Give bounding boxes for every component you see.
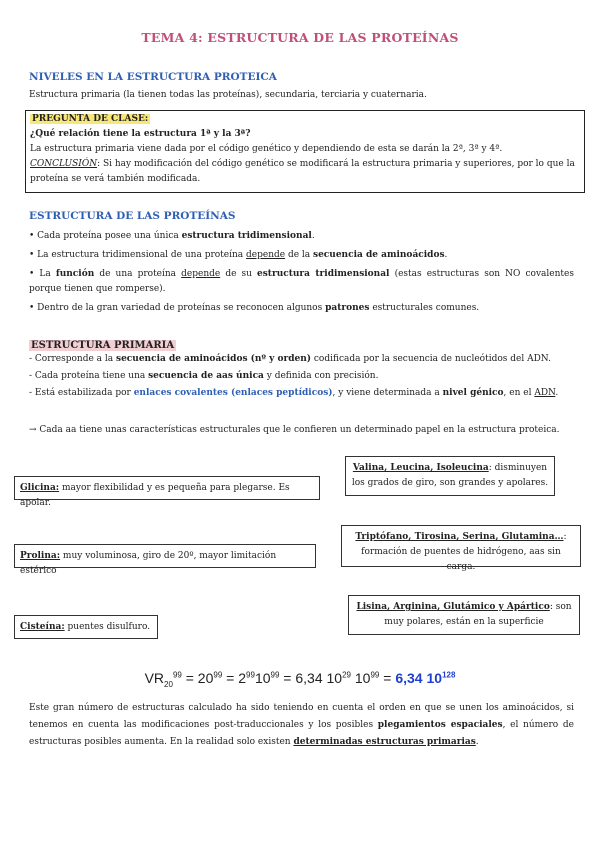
pregunta-box [25, 110, 585, 193]
primaria-heading: ESTRUCTURA PRIMARIA [31, 340, 175, 351]
variations-formula: $VR_{20}^{99} = 20^{99} = 2^{99}10^{99} = 6,34$ $10^{29}$ $10^{99} = 6,34$ $10^{128}$ [144, 670, 456, 689]
formula-result: 6,34 $10^{128}$ [395, 670, 456, 686]
estructura-bullet-1: • Cada proteína posee una única estructura tridimensional. [29, 231, 315, 241]
cisteina-box [14, 615, 158, 639]
valina-box [345, 456, 555, 496]
page-title: TEMA 4: ESTRUCTURA DE LAS PROTEÍNAS [141, 30, 459, 45]
niveles-heading: NIVELES EN LA ESTRUCTURA PROTEICA [29, 71, 277, 83]
lisina-box [348, 595, 580, 635]
triptofano-text: : formación de puentes de hidrógeno, aas sin carga. [361, 532, 567, 572]
pregunta-conclusion: CONCLUSIÓN: Si hay modificación del código genético se modificará la estructura primaria y superiores, por lo que la proteína se verá también modificada. [30, 159, 575, 184]
niveles-text: Estructura primaria (la tienen todas las proteínas), secundaria, terciaria y cuaternaria. [29, 90, 427, 100]
triptofano-box [341, 525, 581, 572]
lisina-name: Lisina, Arginina, Glutámico y Apártico [356, 602, 550, 612]
pregunta-question: ¿Qué relación tiene la estructura 1ª y la 3ª? [30, 129, 251, 139]
primaria-list [29, 352, 574, 401]
estructura-bullet-2: • La estructura tridimensional de una proteína depende de la secuencia de aminoácidos. [29, 250, 448, 260]
primaria-line-2: - Cada proteína tiene una secuencia de aas única y definida con precisión. [29, 371, 379, 381]
estructura-bullet-3: • La función de una proteína depende de su estructura tridimensional (estas estructuras son NO covalentes porque tienen que romperse). [29, 269, 574, 294]
valina-text: : disminuyen los grados de giro, son grandes y apolares. [351, 463, 549, 488]
glicina-text: mayor flexibilidad y es pequeña para plegarse. Es apolar. [20, 483, 290, 508]
final-paragraph: Este gran número de estructuras calculado ha sido teniendo en cuenta el orden en que se unen los aminoácidos, si tenemos en cuenta las modificaciones post-traduccionales y los posibles plegamientos espaciales, el número de estructuras posibles aumenta. En la realidad solo existen determinadas estructuras primarias. [29, 703, 574, 747]
valina-name: Valina, Leucina, Isoleucina [352, 463, 489, 473]
estructura-bullet-4: • Dentro de la gran variedad de proteínas se reconocen algunos patrones estructurales comunes. [29, 303, 480, 313]
prolina-name: Prolina: [20, 551, 61, 561]
glicina-name: Glicina: [20, 483, 60, 493]
pregunta-answer: La estructura primaria viene dada por el código genético y dependiendo de esta se darán la 2ª, 3ª y 4ª. [30, 144, 503, 154]
primaria-line-3: - Está estabilizada por enlaces covalentes (enlaces peptídicos), y viene determinada a nivel génico, en el ADN. [29, 388, 559, 398]
pregunta-label: PREGUNTA DE CLASE: [32, 114, 149, 124]
prolina-text: muy voluminosa, giro de 20º, mayor limitación estérico [20, 551, 277, 576]
cisteina-text: puentes disulfuro. [64, 622, 151, 632]
prolina-box [14, 544, 316, 576]
cisteina-name: Cisteína: [20, 622, 65, 632]
lisina-text: : son muy polares, están en la superficie [384, 602, 572, 627]
glicina-box [14, 476, 320, 508]
primaria-heading-wrap [29, 333, 176, 352]
estructura-heading: ESTRUCTURA DE LAS PROTEÍNAS [29, 210, 236, 222]
estructura-list [29, 229, 574, 316]
primaria-line-1: - Corresponde a la secuencia de aminoácidos (nº y orden) codificada por la secuencia de nucleótidos del ADN. [29, 354, 551, 364]
triptofano-name: Triptófano, Tirosina, Serina, Glutamina… [355, 532, 564, 542]
primaria-arrow-note: → Cada aa tiene unas características estructurales que le confieren un determinado papel en la estructura proteica. [29, 425, 560, 435]
